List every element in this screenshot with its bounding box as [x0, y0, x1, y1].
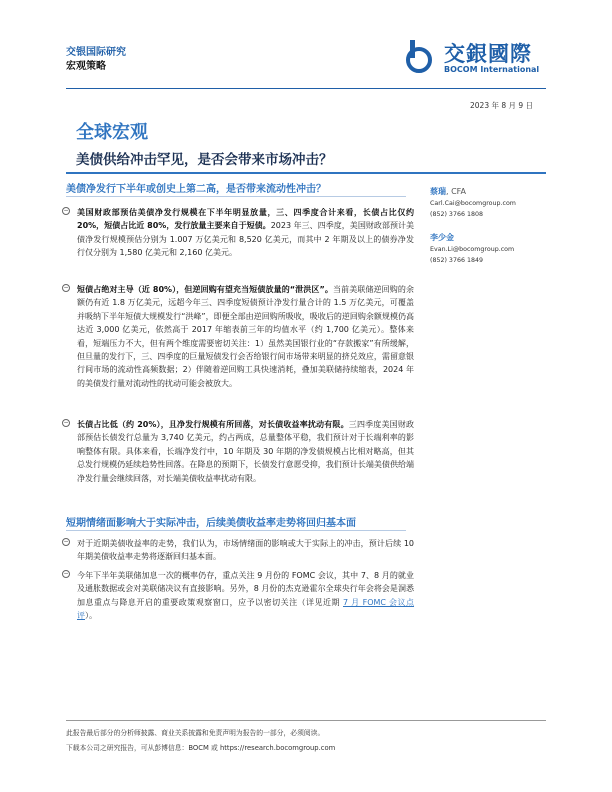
footer-divider — [66, 720, 546, 721]
section2-bullet-1 — [62, 537, 414, 564]
bullet-text: 三四季度美国财政部预估长债发行总量为 3,740 亿美元，约占两成，总量整体平稳，我们预计对于长端利率的影响整体有限。具体来看，长端净发行中，10 年期及 30 年期的净发债规模占比相对略高，但其总发行规模仍延续趋势性回落。在降息的预期下，长债发行意愿受抑，我们预计长端美债供给端净发行量会继续回落，对长端美债收益率扰动有限。 — [77, 420, 415, 483]
analyst-card — [430, 186, 560, 220]
section2-underline — [66, 530, 406, 531]
firm-name: 交银国际研究 — [66, 47, 126, 58]
analyst-card — [430, 232, 560, 266]
logo-chinese-name: 交銀國際 — [444, 41, 532, 66]
analyst-email[interactable]: Evan.Li@bocomgroup.com — [430, 246, 515, 253]
footer-download: 下载本公司之研究报告，可从彭博信息：BOCM 或 https://research.bocomgroup.com — [66, 744, 336, 752]
logo-english-name: BOCOM International — [444, 65, 540, 74]
section1-bullet-2 — [62, 283, 414, 390]
fomc-review-link[interactable]: 7 月 FOMC 会议点评 — [77, 597, 415, 621]
bullet-icon: − — [63, 570, 69, 577]
company-logo — [404, 38, 574, 78]
footer-disclaimer: 此报告最后部分的分析师披露、商业关系披露和免责声明为报告的一部分，必须阅读。 — [66, 729, 325, 737]
bullet-tail: ）。 — [85, 611, 97, 621]
report-type: 宏观策略 — [66, 61, 106, 72]
bocom-logo-icon — [404, 38, 434, 74]
bullet-icon: − — [63, 419, 69, 426]
section1-underline — [66, 196, 406, 197]
header-left — [66, 46, 126, 74]
bullet-body — [77, 206, 414, 260]
title-divider — [66, 172, 546, 174]
bullet-body — [77, 569, 414, 623]
analyst-phone: (852) 3766 1808 — [430, 211, 483, 218]
bullet-body — [77, 283, 414, 390]
bullet-icon: − — [63, 207, 69, 214]
report-date: 2023 年 8 月 9 日 — [470, 101, 534, 110]
section2-bullet-2 — [62, 569, 414, 623]
analyst-sidebar — [430, 186, 560, 278]
bullet-lead: 美国财政部预估美债净发行规模在下半年明显放量，三、四季度合计来看，长债占比仅约 20%，短债占比近 80%，发行放量主要来自于短债。 — [77, 208, 414, 231]
bullet-lead: 短债占绝对主导（近 80%），但逆回购有望充当短债放量的“泄洪区”。 — [77, 285, 333, 294]
header-divider — [66, 88, 546, 89]
section1-bullet-3 — [62, 418, 414, 485]
bullet-body — [77, 537, 414, 564]
bullet-icon: − — [63, 538, 69, 545]
analyst-email[interactable]: Carl.Cai@bocomgroup.com — [430, 200, 516, 207]
analyst-phone: (852) 3766 1849 — [430, 257, 483, 264]
bullet-icon: − — [63, 284, 69, 291]
bullet-text: 当前美联储逆回购的余额仍有近 1.8 万亿美元，远超今年三、四季度短债预计净发行量合计的 1.5 万亿美元，可覆盖并吸纳下半年短债大规模发行“洪峰”，即便全部由逆回购所吸收，吸收后的逆回购余额规模仍高达近 3,000 亿美元，依然高于 2017 年缩表前三年的均值水平（约 1,700 亿美元）。整体来看，短端压力不大，但有两个维度需要密切关注：1）虽然美国银行业的“存款搬家”有所缓解，但旦量的发行下，三、四季度的巨量短债发行会否给银行间市场带来明显的挤兑效应，需留意银行间市场的流动性高频数据；2）伴随着逆回购工具快速消耗，叠加美联储持续缩表，2024 年的美债发行量对流动性的扰动可能会被放大。 — [77, 285, 414, 388]
bullet-body — [77, 418, 414, 485]
bullet-text: 2023 年三、四季度，美国财政部预计美债净发行规模预估分别为 1.007 万亿美元和 8,520 亿美元，而其中 2 年期及以上的债券净发行仅分别为 1,580 亿美元和 2,160 亿美元。 — [77, 221, 414, 258]
bullet-text: 对于近期美债收益率的走势，我们认为，市场情绪面的影响或大于实际上的冲击，预计后续 10 年期美债收益率走势将逐渐回归基本面。 — [77, 539, 414, 562]
section1-bullet-1 — [62, 206, 414, 260]
section2-heading: 短期情绪面影响大于实际冲击，后续美债收益率走势将回归基本面 — [66, 518, 356, 529]
analyst-name: 蔡瑞, CFA — [430, 187, 467, 196]
section-title: 全球宏观 — [76, 122, 148, 143]
bullet-lead: 长债占比低（约 20%），且净发行规模有所回落，对长债收益率扰动有限。 — [77, 420, 349, 429]
section1-heading: 美债净发行下半年或创史上第二高，是否带来流动性冲击？ — [66, 184, 326, 195]
analyst-name: 李少金 — [430, 233, 454, 242]
report-title: 美债供给冲击罕见，是否会带来市场冲击？ — [76, 152, 333, 168]
bullet-text: 今年下半年美联储加息一次的概率仍存，重点关注 9 月份的 FOMC 会议，其中 7、8 月的就业及通胀数据或会对美联储决议有直接影响。另外，8 月份的杰克逊霍尔全球央行年会将会是洞悉加息重点与降息开启的重要政策观察窗口，应予以密切关注（详见近期 — [77, 571, 414, 607]
